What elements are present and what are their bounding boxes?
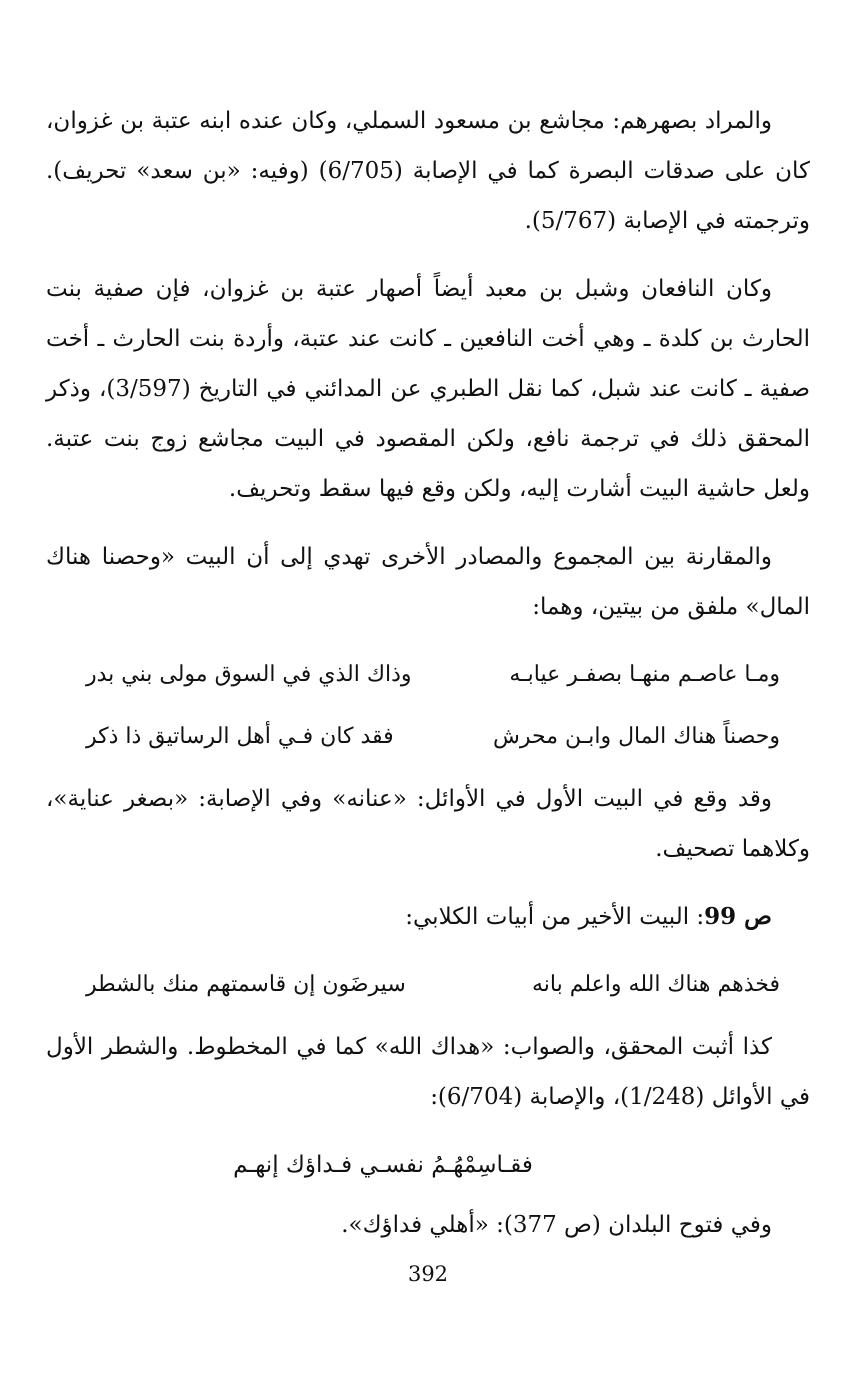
verse-1-first-hemistich: ومـا عاصـم منهـا بصفـر عيابـه: [509, 662, 780, 687]
verse-2-second-hemistich: فقد كان فـي أهل الرساتيق ذا ذكر: [86, 724, 394, 749]
verse-1-second-hemistich: وذاك الذي في السوق مولى بني بدر: [86, 662, 412, 687]
paragraph-3: والمقارنة بين المجموع والمصادر الأخرى تهدي إلى أن البيت «وحصنا هناك المال» ملفق من بيتين، وهما:: [46, 544, 810, 620]
paragraph-4: وقد وقع في البيت الأول في الأوائل: «عنانه» وفي الإصابة: «بصغر عناية»، وكلاهما تصحيف.: [46, 786, 810, 862]
paragraph-7: وفي فتوح البلدان (ص 377): «أهلي فداؤك».: [341, 1212, 772, 1238]
verse-3: [46, 960, 810, 1010]
verse-2: [46, 712, 810, 762]
paragraph-5: [46, 892, 810, 942]
verse-4: فقـاسِمْهُـمُ نفسـي فـداؤك إنهـم: [233, 1152, 533, 1178]
page-reference: ص 99: [704, 903, 772, 930]
verse-2-first-hemistich: وحصناً هناك المال وابـن محرش: [493, 724, 780, 749]
paragraph-6: كذا أثبت المحقق، والصواب: «هداك الله» كما في المخطوط. والشطر الأول في الأوائل (1/248)، والإصابة (6/704):: [46, 1034, 810, 1110]
verse-1: [46, 650, 810, 700]
verse-3-first-hemistich: فخذهم هناك الله واعلم بانه: [532, 972, 780, 997]
paragraph-5-text: : البيت الأخير من أبيات الكلابي:: [405, 904, 705, 930]
verse-3-second-hemistich: سيرضَون إن قاسمتهم منك بالشطر: [86, 972, 406, 997]
paragraph-2: وكان النافعان وشبل بن معبد أيضاً أصهار عتبة بن غزوان، فإن صفية بنت الحارث بن كلدة ـ وهي أخت النافعين ـ كانت عند عتبة، وأردة بنت الحارث ـ أخت صفية ـ كانت عند شبل، كما نقل الطبري عن المدائني في التاريخ (3/597)، وذكر المحقق ذلك في ترجمة نافع، ولكن المقصود في البيت مجاشع زوج بنت عتبة. ولعل حاشية البيت أشارت إليه، ولكن وقع فيها سقط وتحريف.: [46, 276, 810, 502]
paragraph-1: والمراد بصهرهم: مجاشع بن مسعود السملي، وكان عنده ابنه عتبة بن غزوان، كان على صدقات البصرة كما في الإصابة (6/705) (وفيه: «بن سعد» تحريف). وترجمته في الإصابة (5/767).: [46, 108, 810, 234]
page-number: 392: [407, 1262, 449, 1286]
